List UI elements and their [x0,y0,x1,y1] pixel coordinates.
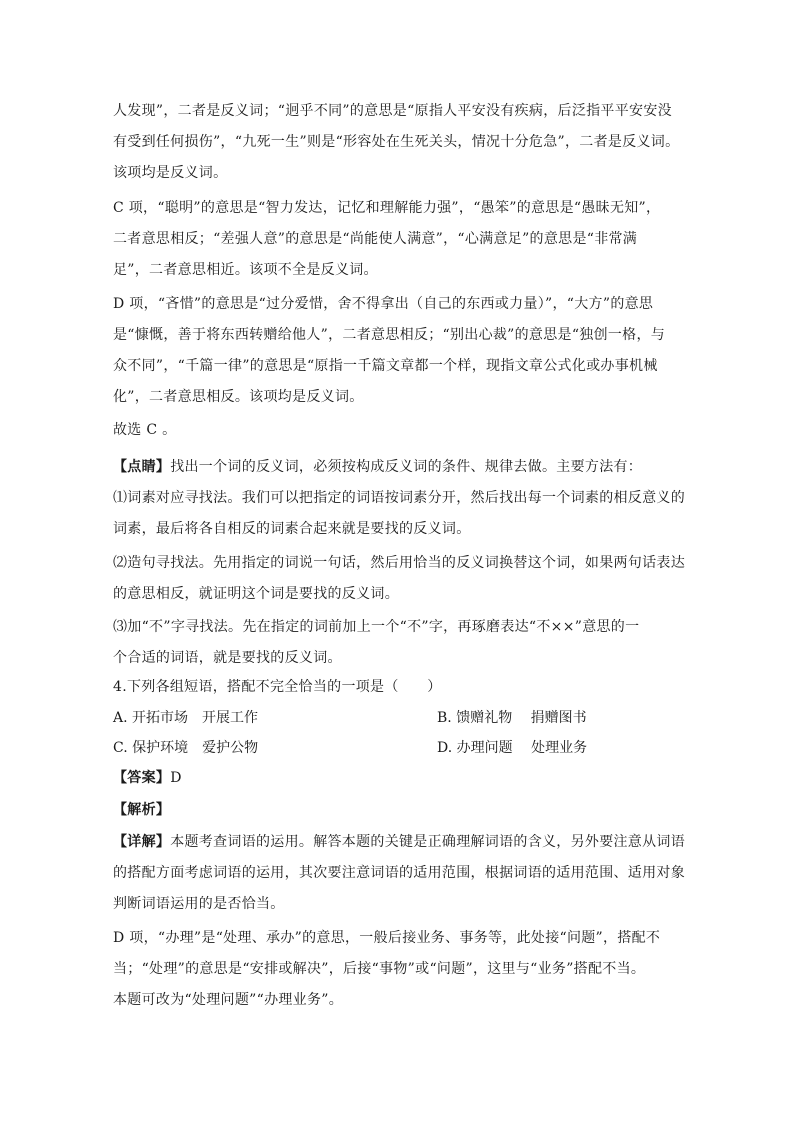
question-4-stem: 4.下列各组短语，搭配不完全恰当的一项是（ ） [113,679,442,695]
tip-method-3-line: ⑶加“不”字寻找法。先在指定的词前加上一个“不”字，再琢磨表达“不××”意思的一 [113,619,640,635]
analysis-label: 【解析】 [113,802,171,818]
option-d-analysis-line: 是“慷慨，善于将东西转赠给他人”，二者意思相反；“别出心裁”的意思是“独创一格，与 [113,327,666,343]
tip-intro-line [113,457,642,477]
tip-intro: 找出一个词的反义词，必须按构成反义词的条件、规律去做。主要方法有： [170,459,643,475]
detail-label: 【详解】 [113,834,171,850]
detail-text: 本题考查词语的运用。解答本题的关键是正确理解词语的含义，另外要注意从词语 [170,834,686,850]
answer-line [113,768,182,788]
option-c-analysis-line: C 项，“聪明”的意思是“智力发达，记忆和理解能力强”，“愚笨”的意思是“愚昧无知”， [113,200,661,216]
conclusion: 故选 C 。 [113,422,177,438]
question-4-option-a: A. 开拓市场 开展工作 [113,710,259,726]
tip-label: 【点睛】 [113,459,171,475]
answer-value: D [170,770,182,786]
tip-method-1-line: 词素，最后将各自相反的词素合起来就是要找的反义词。 [113,521,471,537]
option-c-analysis-line: 足”，二者意思相近。该项不全是反义词。 [113,262,378,278]
detail-line [113,832,685,852]
option-c-analysis-line: 二者意思相反；“差强人意”的意思是“尚能使人满意”，“心满意足”的意思是“非常满 [113,231,638,247]
option-d-explanation-line: D 项，“办理”是“处理、承办”的意思，一般后接业务、事务等，此处接“问题”，搭配不 [113,930,661,946]
tip-method-2-line: ⑵造句寻找法。先用指定的词说一句话，然后用恰当的反义词换替这个词，如果两句话表达 [113,555,685,571]
option-b-analysis-line: 人发现”，二者是反义词；“迥乎不同”的意思是“原指人平安没有疾病，后泛指平平安安没 [113,103,672,119]
option-d-explanation-line: 当；“处理”的意思是“安排或解决”，后接“事物”或“问题”，这里与“业务”搭配不当。 [113,961,646,977]
tip-method-2-line: 的意思相反，就证明这个词是要找的反义词。 [113,586,399,602]
option-d-analysis-line: 众不同”，“千篇一律”的意思是“原指一千篇文章都一个样，现指文章公式化或办事机械 [113,358,658,374]
question-4-option-b: B. 馈赠礼物 捐赠图书 [437,710,587,726]
option-d-explanation-line: 本题可改为“处理问题”“办理业务”。 [113,992,344,1008]
option-d-analysis-line: D 项，“吝惜”的意思是“过分爱惜，舍不得拿出（自己的东西或力量）”，“大方”的意思 [113,296,654,312]
tip-method-3-line: 个合适的词语，就是要找的反义词。 [113,650,342,666]
option-b-analysis-line: 有受到任何损伤”，“九死一生”则是“形容处在生死关头，情况十分危急”，二者是反义词。 [113,134,680,150]
detail-line: 的搭配方面考虑词语的运用，其次要注意词语的适用范围，根据词语的适用范围、适用对象 [113,865,685,881]
tip-method-1-line: ⑴词素对应寻找法。我们可以把指定的词语按词素分开，然后找出每一个词素的相反意义的 [113,490,685,506]
question-4-option-d: D. 办理问题 处理业务 [437,740,588,756]
answer-label: 【答案】 [113,770,171,786]
option-d-analysis-line: 化”，二者意思相反。该项均是反义词。 [113,389,364,405]
question-4-option-c: C. 保护环境 爱护公物 [113,740,259,756]
option-b-analysis-line: 该项均是反义词。 [113,165,228,181]
detail-line: 判断词语运用的是否恰当。 [113,896,285,912]
